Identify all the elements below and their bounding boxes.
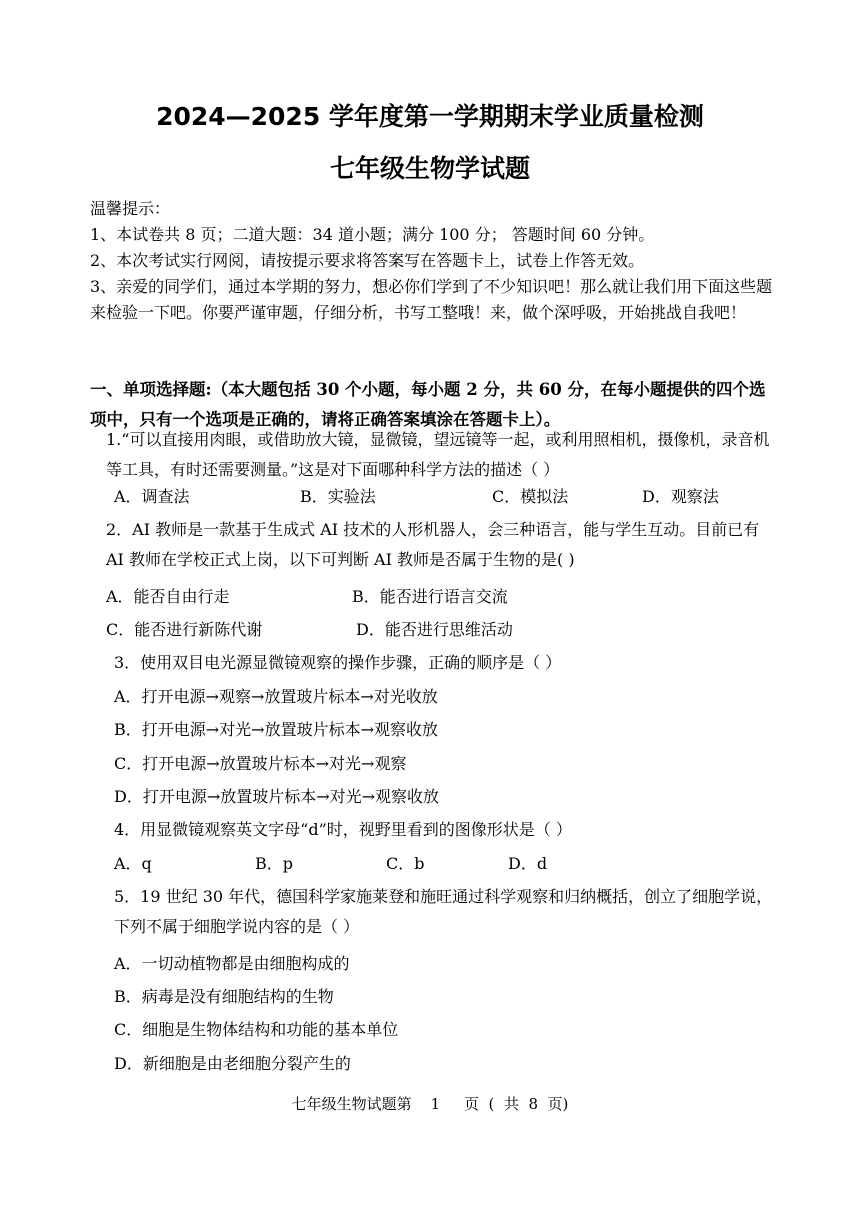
question-stem: 2．AI 教师是一款基于生成式 AI 技术的人形机器人，会三种语言，能与学生互动。目前已有 AI 教师在学校正式上岗，以下可判断 AI 教师是否属于生物的是( ) — [106, 520, 760, 569]
section-1-heading: 一、单项选择题:（本大题包括 30 个小题，每小题 2 分，共 60 分，在每小题提供的四个选项中，只有一个选项是正确的，请将正确答案填涂在答题卡上）。 — [90, 380, 766, 429]
option-c: C．b — [386, 854, 425, 873]
question-4 — [114, 815, 784, 845]
question-3 — [114, 648, 784, 678]
option-c: C．打开电源→放置玻片标本→对光→观察 — [114, 754, 407, 773]
tip-line-1: 1、本试卷共 8 页；二道大题：34 道小题；满分 100 分； 答题时间 60 分钟。 — [90, 225, 655, 244]
question-2 — [106, 515, 776, 575]
option-d: D．新细胞是由老细胞分裂产生的 — [114, 1054, 351, 1073]
tip-line-2: 2、本次考试实行网阅，请按提示要求将答案写在答题卡上，试卷上作答无效。 — [90, 251, 645, 270]
option-d: D．能否进行思维活动 — [356, 620, 513, 639]
option-a: A．调查法 — [114, 487, 190, 506]
option-c: C．能否进行新陈代谢 — [106, 620, 263, 639]
option-b: B．打开电源→对光→放置玻片标本→观察收放 — [114, 720, 438, 739]
option-c: C．模拟法 — [492, 487, 569, 506]
exam-subtitle: 七年级生物学试题 — [329, 154, 530, 183]
page-footer: 七年级生物试题第 1 页 ( 共 8 页) — [291, 1095, 569, 1113]
question-stem: 5．19 世纪 30 年代，德国科学家施莱登和施旺通过科学观察和归纳概括，创立了细胞学说，下列不属于细胞学说内容的是（ ） — [114, 887, 773, 936]
option-d: D．打开电源→放置玻片标本→对光→观察收放 — [114, 787, 440, 806]
option-a: A．打开电源→观察→放置玻片标本→对光收放 — [114, 687, 438, 706]
option-a: A．一切动植物都是由细胞构成的 — [114, 954, 350, 973]
question-stem: 3．使用双目电光源显微镜观察的操作步骤，正确的顺序是（ ） — [114, 653, 562, 672]
tips-block — [90, 196, 780, 326]
exam-title: 2024—2025 学年度第一学期期末学业质量检测 — [156, 102, 704, 131]
tip-line-3: 3、亲爱的同学们，通过本学期的努力，想必你们学到了不少知识吧！那么就让我们用下面这些题来检验一下吧。你要严谨审题，仔细分析，书写工整哦！来，做个深呼吸，开始挑战自我吧！ — [90, 277, 773, 322]
option-d: D．d — [508, 854, 548, 873]
option-b: B．能否进行语言交流 — [352, 587, 508, 606]
question-stem: 4．用显微镜观察英文字母“d”时，视野里看到的图像形状是（ ） — [114, 820, 572, 839]
option-d: D．观察法 — [642, 487, 719, 506]
tips-heading: 温馨提示： — [90, 199, 171, 218]
question-1 — [106, 425, 776, 485]
option-a: A．能否自由行走 — [106, 587, 230, 606]
question-stem: 1.“可以直接用肉眼，或借助放大镜，显微镜，望远镜等一起，或利用照相机，摄像机，录音机等工具，有时还需要测量。”这是对下面哪种科学方法的描述（ ） — [106, 430, 770, 479]
option-b: B．p — [255, 854, 294, 873]
question-5 — [114, 882, 774, 942]
option-c: C．细胞是生物体结构和功能的基本单位 — [114, 1020, 399, 1039]
option-b: B．病毒是没有细胞结构的生物 — [114, 987, 334, 1006]
option-a: A．q — [114, 854, 152, 873]
option-b: B．实验法 — [300, 487, 376, 506]
